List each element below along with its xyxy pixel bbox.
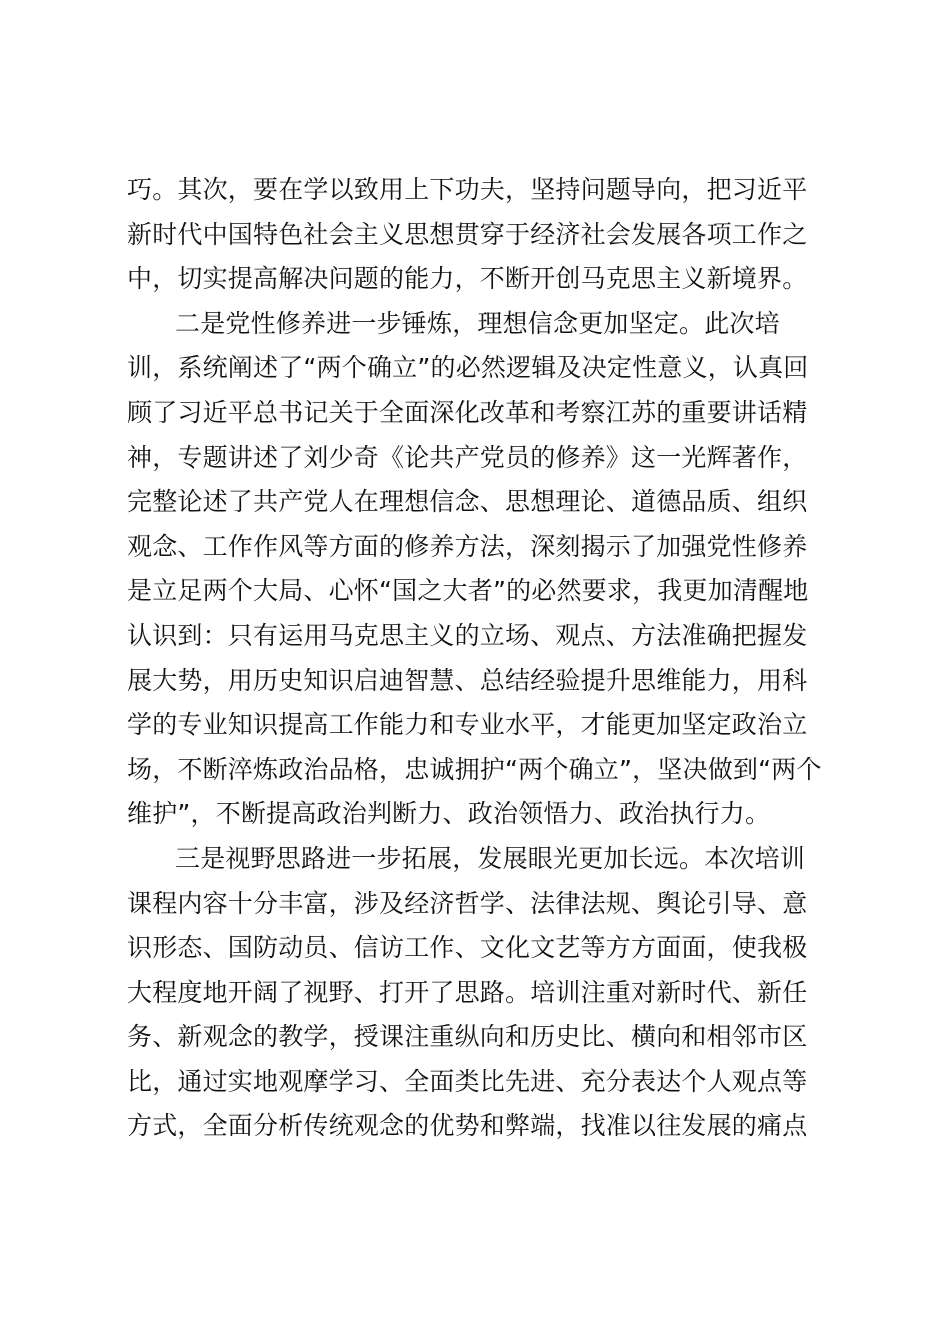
text-line: 展大势，用历史知识启迪智慧、总结经验提升思维能力，用科	[127, 665, 808, 695]
document-body	[127, 168, 837, 1149]
text-line: 方式，全面分析传统观念的优势和弊端，找准以往发展的痛点	[127, 1111, 808, 1141]
text-line: 课程内容十分丰富，涉及经济哲学、法律法规、舆论引导、意	[127, 888, 808, 918]
text-line: 务、新观念的教学，授课注重纵向和历史比、横向和相邻市区	[127, 1022, 808, 1052]
text-line: 识形态、国防动员、信访工作、文化文艺等方方面面，使我极	[127, 933, 808, 963]
text-line: 是立足两个大局、心怀“国之大者”的必然要求，我更加清醒地	[127, 576, 809, 606]
text-line: 场，不断淬炼政治品格，忠诚拥护“两个确立”，坚决做到“两个	[127, 754, 822, 784]
text-line: 大程度地开阔了视野、打开了思路。培训注重对新时代、新任	[127, 977, 808, 1007]
text-line: 观念、工作作风等方面的修养方法，深刻揭示了加强党性修养	[127, 531, 808, 561]
text-line: 顾了习近平总书记关于全面深化改革和考察江苏的重要讲话精	[127, 397, 808, 427]
text-line: 维护”，不断提高政治判断力、政治领悟力、政治执行力。	[127, 799, 771, 829]
text-line: 认识到：只有运用马克思主义的立场、观点、方法准确把握发	[127, 620, 808, 650]
text-line: 完整论述了共产党人在理想信念、思想理论、道德品质、组织	[127, 487, 808, 517]
text-line: 巧。其次，要在学以致用上下功夫，坚持问题导向，把习近平	[127, 175, 808, 204]
paragraph-first-line: 二是党性修养进一步锤炼，理想信念更加坚定。此次培	[175, 308, 780, 338]
text-line: 训，系统阐述了“两个确立”的必然逻辑及决定性意义，认真回	[127, 353, 809, 383]
text-line: 神，专题讲述了刘少奇《论共产党员的修养》这一光辉著作，	[127, 442, 808, 472]
text-line: 新时代中国特色社会主义思想贯穿于经济社会发展各项工作之	[127, 219, 808, 249]
paragraph-first-line: 三是视野思路进一步拓展，发展眼光更加长远。本次培训	[175, 843, 806, 873]
text-line: 学的专业知识提高工作能力和专业水平，才能更加坚定政治立	[127, 710, 808, 740]
text-line: 中，切实提高解决问题的能力，不断开创马克思主义新境界。	[127, 264, 808, 294]
text-line: 比，通过实地观摩学习、全面类比先进、充分表达个人观点等	[127, 1066, 808, 1096]
